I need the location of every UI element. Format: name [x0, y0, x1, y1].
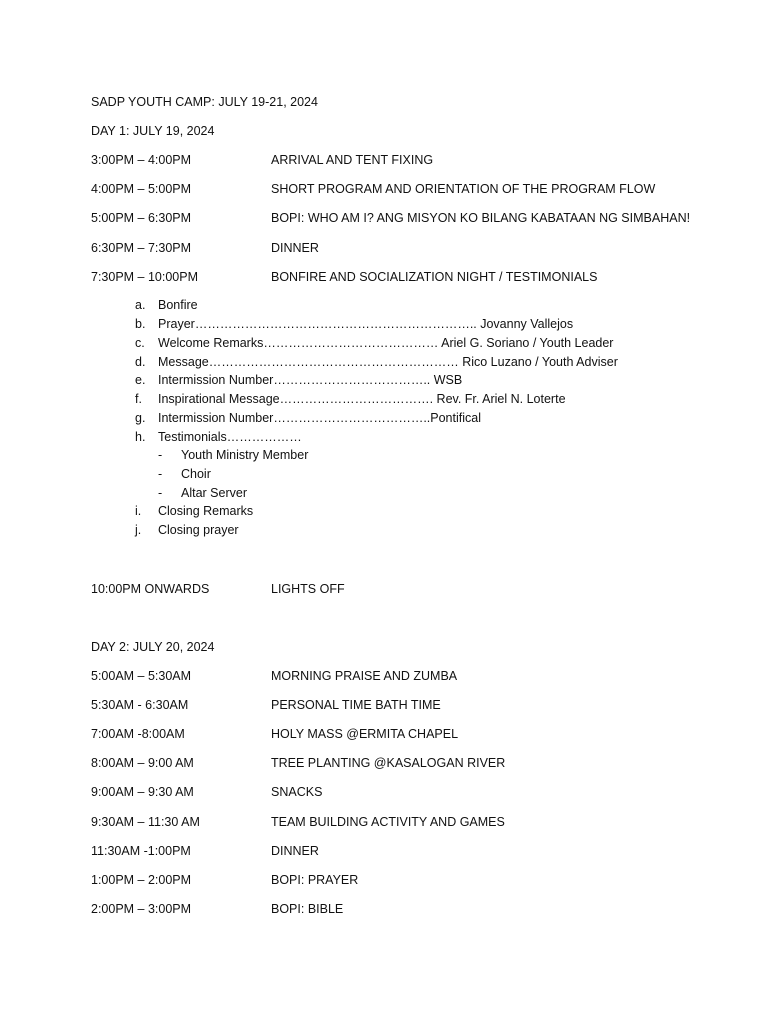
list-marker: d.: [135, 355, 146, 369]
list-marker: h.: [135, 430, 146, 444]
schedule-activity: TREE PLANTING @KASALOGAN RIVER: [271, 756, 506, 770]
schedule-activity: BOPI: BIBLE: [271, 902, 344, 916]
program-item-text: Testimonials………………: [158, 430, 302, 444]
schedule-activity: BOPI: PRAYER: [271, 873, 359, 887]
schedule-activity: SHORT PROGRAM AND ORIENTATION OF THE PROGRAM FLOW: [271, 182, 656, 196]
schedule-activity: DINNER: [271, 241, 319, 255]
schedule-time: 11:30AM -1:00PM: [91, 844, 191, 858]
schedule-time: 10:00PM ONWARDS: [91, 582, 210, 596]
schedule-time: 1:00PM – 2:00PM: [91, 873, 192, 887]
day1-schedule-row: [91, 210, 731, 226]
schedule-activity: ARRIVAL AND TENT FIXING: [271, 153, 434, 167]
schedule-time: 7:00AM -8:00AM: [91, 727, 185, 741]
day2-schedule-row: [91, 872, 731, 888]
schedule-activity: BOPI: WHO AM I? ANG MISYON KO BILANG KABATAAN NG SIMBAHAN!: [271, 211, 691, 225]
schedule-time: 5:00AM – 5:30AM: [91, 669, 192, 683]
dash-marker: -: [158, 486, 163, 500]
schedule-activity: SNACKS: [271, 785, 323, 799]
program-item-text: Message…………………………………………………… Rico Luzano / Youth Adviser: [158, 355, 618, 369]
dash-marker: -: [158, 467, 163, 481]
schedule-activity: HOLY MASS @ERMITA CHAPEL: [271, 727, 459, 741]
schedule-time: 4:00PM – 5:00PM: [91, 182, 192, 196]
schedule-time: 5:30AM - 6:30AM: [91, 698, 189, 712]
dash-marker: -: [158, 448, 163, 462]
day1-schedule-row: [91, 152, 731, 168]
schedule-activity: LIGHTS OFF: [271, 582, 345, 596]
day1-schedule-row: [91, 181, 731, 197]
program-item-text: Welcome Remarks…………………………………… Ariel G. Soriano / Youth Leader: [158, 336, 614, 350]
program-item-text: Prayer………………………………………………………….. Jovanny Vallejos: [158, 317, 574, 331]
schedule-activity: TEAM BUILDING ACTIVITY AND GAMES: [271, 815, 505, 829]
day2-schedule-row: [91, 784, 731, 800]
day2-schedule-row: [91, 901, 731, 917]
testimonial-text: Youth Ministry Member: [181, 448, 309, 462]
schedule-time: 9:30AM – 11:30 AM: [91, 815, 200, 829]
program-item-text: Closing Remarks: [158, 504, 254, 518]
schedule-time: 8:00AM – 9:00 AM: [91, 756, 194, 770]
program-item-text: Intermission Number………………………………..Pontifical: [158, 411, 481, 425]
day2-schedule-row: [91, 843, 731, 859]
day2-heading: DAY 2: JULY 20, 2024: [91, 640, 215, 654]
schedule-time: 3:00PM – 4:00PM: [91, 153, 192, 167]
day2-schedule-row: [91, 726, 731, 742]
program-item-text: Closing prayer: [158, 523, 239, 537]
document-title: SADP YOUTH CAMP: JULY 19-21, 2024: [91, 95, 318, 109]
schedule-time: 6:30PM – 7:30PM: [91, 241, 192, 255]
day1-heading: DAY 1: JULY 19, 2024: [91, 124, 215, 138]
day2-schedule-row: [91, 697, 731, 713]
list-marker: b.: [135, 317, 146, 331]
program-item-text: Intermission Number……………………………….. WSB: [158, 373, 463, 387]
schedule-activity: BONFIRE AND SOCIALIZATION NIGHT / TESTIMONIALS: [271, 270, 598, 284]
day2-schedule-row: [91, 755, 731, 771]
day1-schedule-row: [91, 240, 731, 256]
list-marker: g.: [135, 411, 146, 425]
list-marker: j.: [135, 523, 142, 537]
list-marker: e.: [135, 373, 146, 387]
testimonial-text: Choir: [181, 467, 211, 481]
schedule-time: 2:00PM – 3:00PM: [91, 902, 192, 916]
day1-schedule-row: [91, 269, 731, 285]
program-item-text: Inspirational Message………………………………. Rev. Fr. Ariel N. Loterte: [158, 392, 566, 406]
list-marker: c.: [135, 336, 145, 350]
list-marker: a.: [135, 298, 146, 312]
schedule-time: 9:00AM – 9:30 AM: [91, 785, 194, 799]
schedule-activity: MORNING PRAISE AND ZUMBA: [271, 669, 458, 683]
schedule-time: 7:30PM – 10:00PM: [91, 270, 199, 284]
schedule-time: 5:00PM – 6:30PM: [91, 211, 192, 225]
schedule-activity: PERSONAL TIME BATH TIME: [271, 698, 441, 712]
schedule-activity: DINNER: [271, 844, 319, 858]
list-marker: i.: [135, 504, 142, 518]
day2-schedule-row: [91, 668, 731, 684]
list-marker: f.: [135, 392, 142, 406]
program-item-text: Bonfire: [158, 298, 198, 312]
testimonial-text: Altar Server: [181, 486, 247, 500]
day2-schedule-row: [91, 814, 731, 830]
lights-off-row: [91, 581, 731, 597]
